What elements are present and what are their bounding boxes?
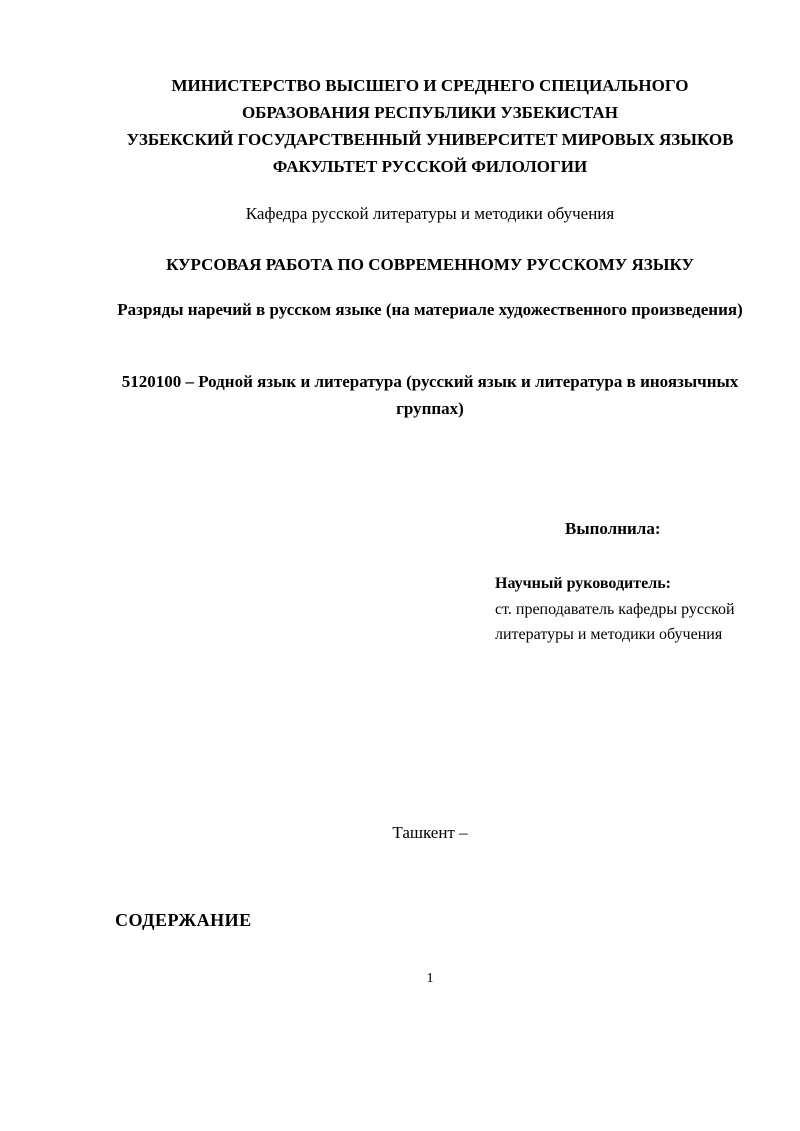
- supervisor-description-line-2: литературы и методики обучения: [495, 626, 723, 643]
- work-type-heading: КУРСОВАЯ РАБОТА ПО СОВРЕМЕННОМУ РУССКОМУ ЯЗЫКУ: [166, 255, 694, 274]
- supervisor-description-line-1: ст. преподаватель кафедры русской: [495, 601, 735, 618]
- contents-heading: СОДЕРЖАНИЕ: [115, 910, 252, 930]
- faculty-heading: ФАКУЛЬТЕТ РУССКОЙ ФИЛОЛОГИИ: [272, 157, 588, 176]
- header-block: [115, 72, 745, 180]
- ministry-heading: МИНИСТЕРСТВО ВЫСШЕГО И СРЕДНЕГО СПЕЦИАЛЬНОГО ОБРАЗОВАНИЯ РЕСПУБЛИКИ УЗБЕКИСТАН: [171, 76, 689, 122]
- university-heading: УЗБЕКСКИЙ ГОСУДАРСТВЕННЫЙ УНИВЕРСИТЕТ МИРОВЫХ ЯЗЫКОВ: [126, 130, 734, 149]
- performed-by-label: Выполнила:: [565, 519, 661, 538]
- specialty-line: 5120100 – Родной язык и литература (русский язык и литература в иноязычных группах): [121, 372, 739, 418]
- city-year-line: Ташкент –: [392, 823, 468, 842]
- work-title: Разряды наречий в русском языке (на материале художественного произведения): [117, 300, 743, 319]
- page-number: 1: [426, 971, 434, 986]
- supervisor-label: Научный руководитель:: [495, 575, 671, 592]
- department-line: Кафедра русской литературы и методики обучения: [245, 204, 615, 223]
- supervisor-block: [495, 570, 747, 647]
